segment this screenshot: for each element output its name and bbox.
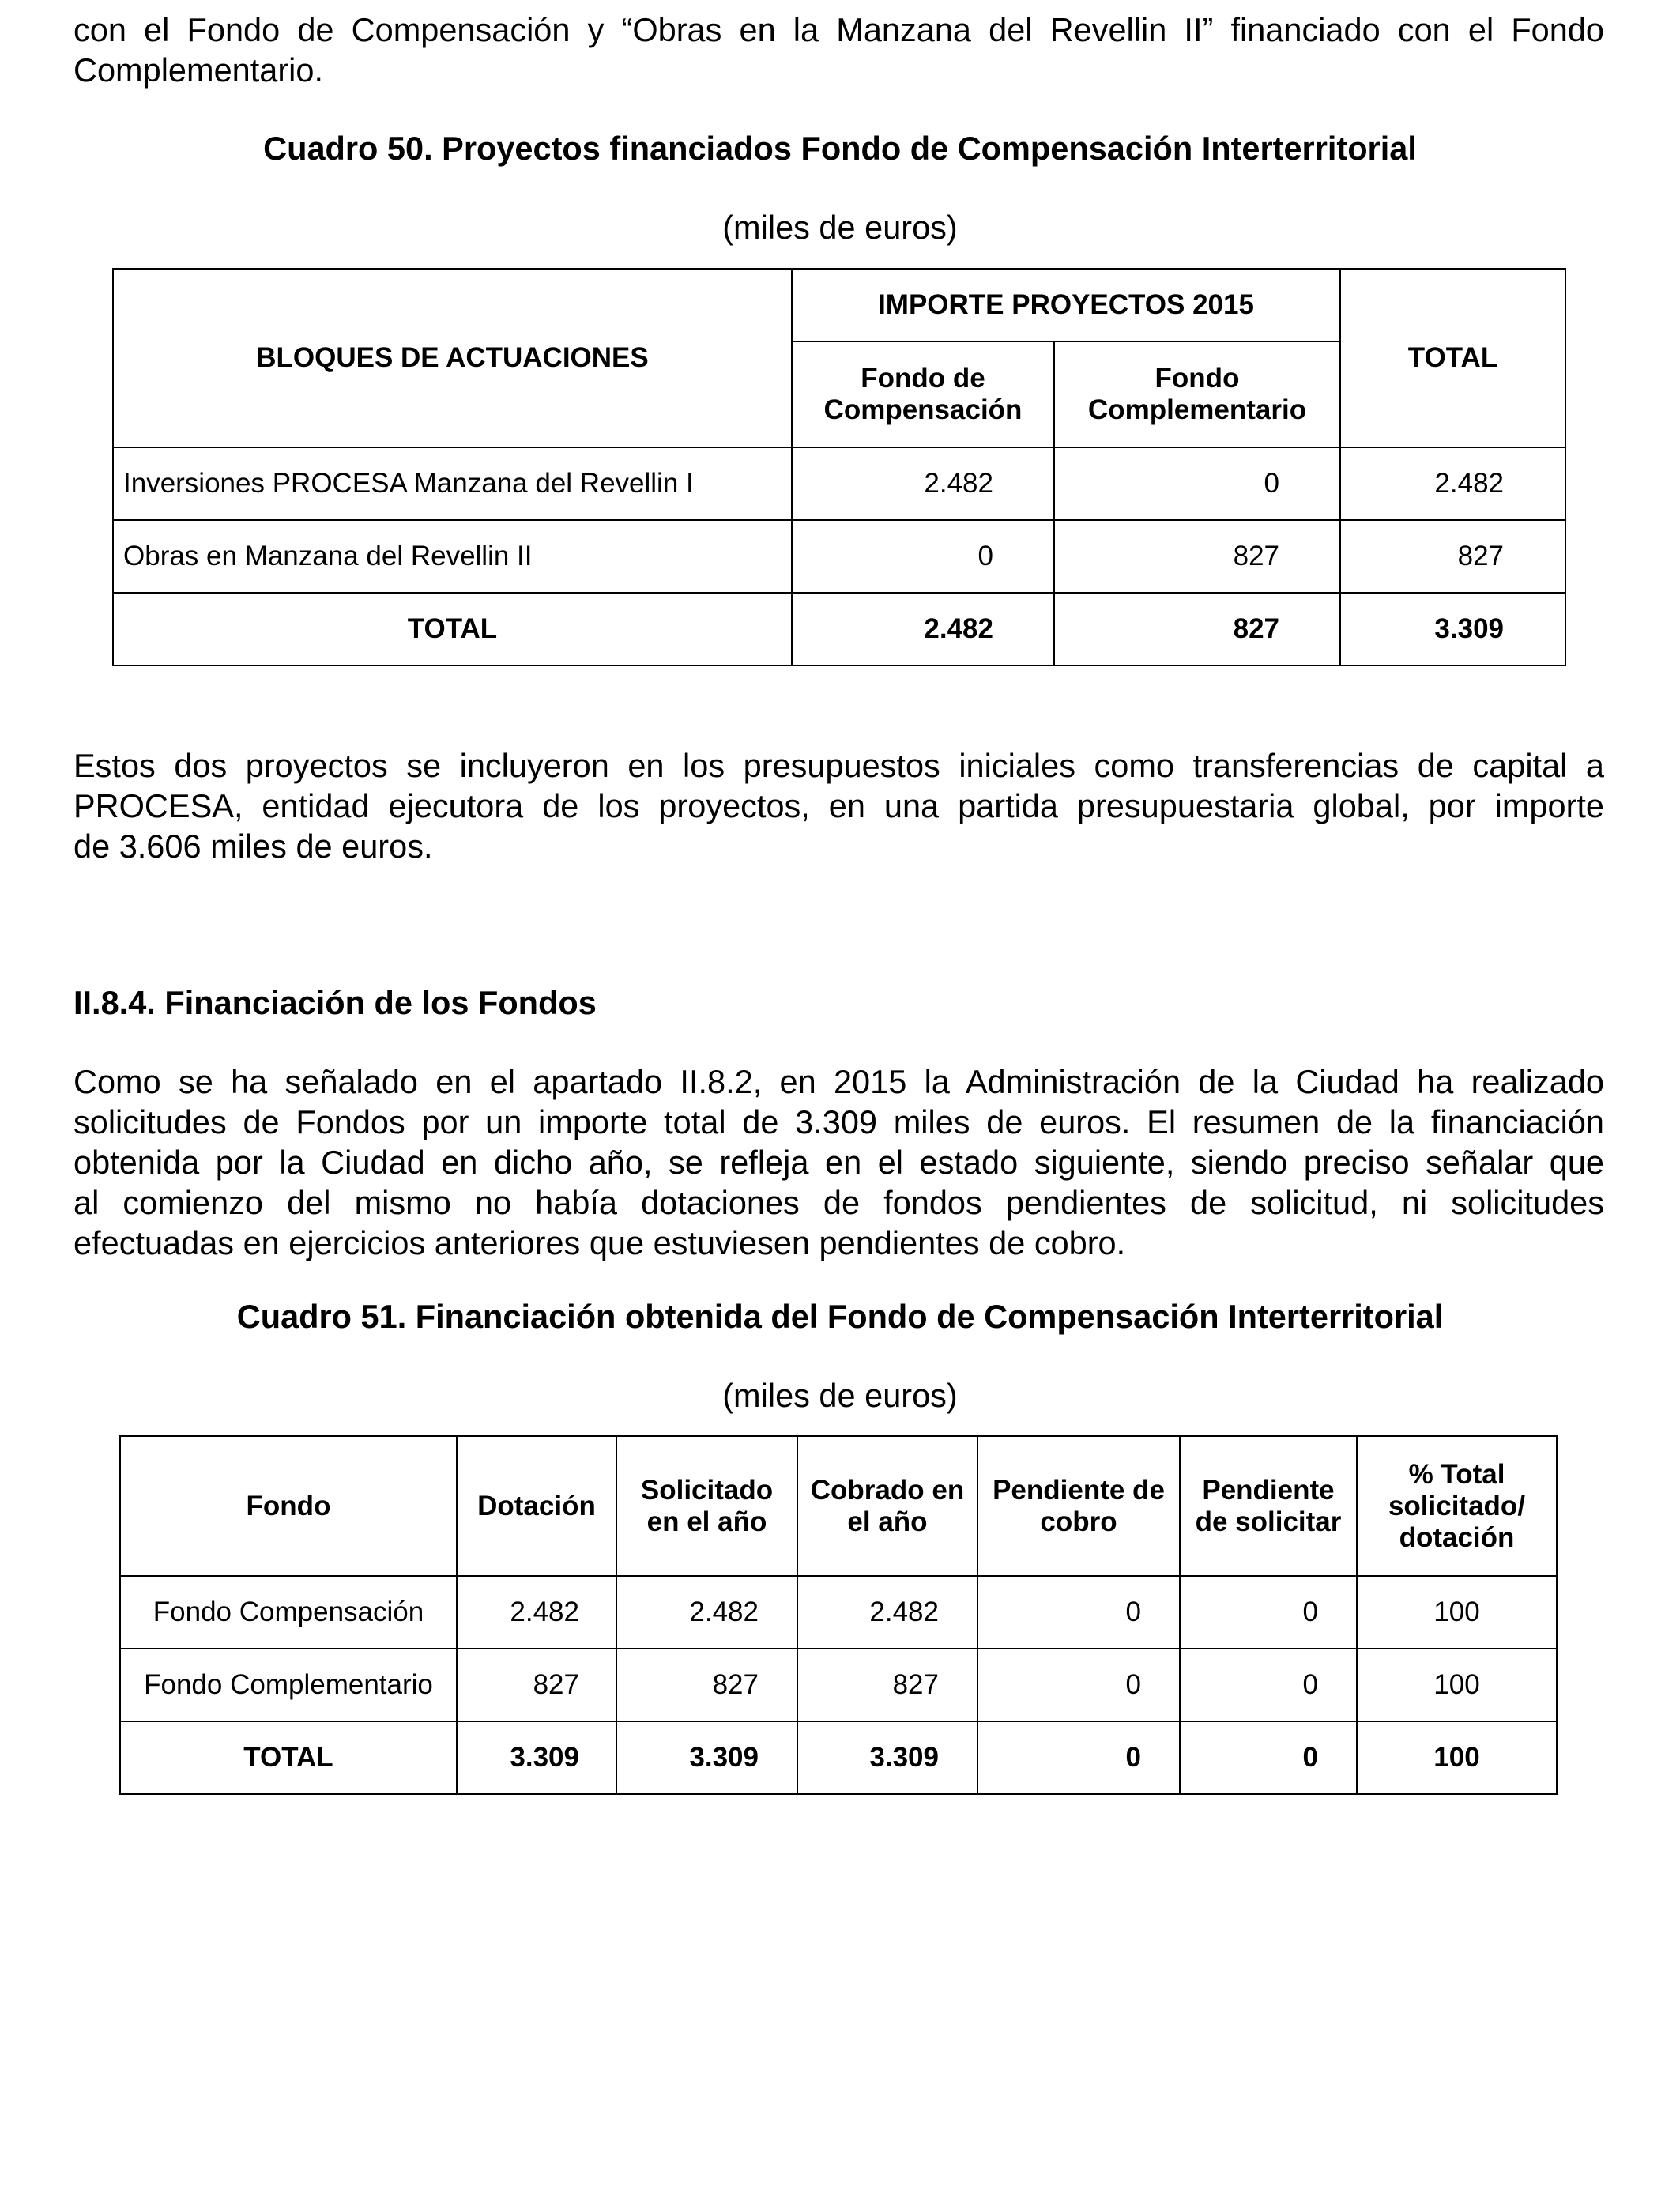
header-bloques: BLOQUES DE ACTUACIONES	[113, 269, 792, 447]
como-paragraph	[73, 1061, 1604, 1263]
header-pendiente-solicitar: Pendiente de solicitar	[1180, 1436, 1357, 1576]
cell-complementario: 827	[1054, 520, 1340, 593]
total-row	[120, 1721, 1557, 1794]
row-label: Inversiones PROCESA Manzana del Revellin I	[113, 447, 792, 520]
cuadro-50-table	[112, 268, 1566, 666]
cell-pendiente-cobro: 0	[977, 1649, 1180, 1721]
table-row	[113, 520, 1565, 593]
table-row	[120, 1576, 1557, 1649]
header-solicitado: Solicitado en el año	[616, 1436, 797, 1576]
cell-cobrado: 2.482	[797, 1576, 977, 1649]
cell-total: 2.482	[1340, 447, 1565, 520]
total-pendiente-solicitar: 0	[1180, 1721, 1357, 1794]
paragraph-line: solicitudes de Fondos por un importe total de 3.309 miles de euros. El resumen de la financiación	[73, 1103, 1604, 1140]
estos-paragraph	[73, 745, 1604, 866]
section-heading: II.8.4. Financiación de los Fondos	[73, 984, 597, 1021]
cell-cobrado: 827	[797, 1649, 977, 1721]
header-pendiente-cobro: Pendiente de cobro	[977, 1436, 1180, 1576]
paragraph-line: Complementario.	[73, 51, 323, 89]
paragraph-line: al comienzo del mismo no había dotaciones de fondos pendientes de solicitud, ni solicitudes	[73, 1184, 1604, 1221]
intro-continuation-paragraph	[73, 9, 1604, 90]
row-label: Obras en Manzana del Revellin II	[113, 520, 792, 593]
header-fondo-complementario: Fondo Complementario	[1054, 341, 1340, 447]
total-pct: 100	[1357, 1721, 1557, 1794]
paragraph-line: Como se ha señalado en el apartado II.8.2, en 2015 la Administración de la Ciudad ha realizado	[73, 1063, 1604, 1100]
total-dotacion: 3.309	[457, 1721, 616, 1794]
cell-compensacion: 2.482	[792, 447, 1054, 520]
total-pendiente-cobro: 0	[977, 1721, 1180, 1794]
cell-solicitado: 827	[616, 1649, 797, 1721]
table-row	[120, 1649, 1557, 1721]
cell-dotacion: 2.482	[457, 1576, 616, 1649]
row-fondo: Fondo Compensación	[120, 1576, 457, 1649]
total-solicitado: 3.309	[616, 1721, 797, 1794]
total-row	[113, 593, 1565, 665]
paragraph-line: de 3.606 miles de euros.	[73, 827, 433, 865]
cuadro-50-caption: Cuadro 50. Proyectos financiados Fondo de Compensación Interterritorial	[263, 130, 1417, 167]
cell-solicitado: 2.482	[616, 1576, 797, 1649]
cuadro-51-caption: Cuadro 51. Financiación obtenida del Fondo de Compensación Interterritorial	[236, 1298, 1444, 1335]
cuadro-50-units: (miles de euros)	[722, 209, 958, 246]
paragraph-line: PROCESA, entidad ejecutora de los proyectos, en una partida presupuestaria global, por importe	[73, 787, 1604, 824]
total-cobrado: 3.309	[797, 1721, 977, 1794]
row-fondo: Fondo Complementario	[120, 1649, 457, 1721]
total-total: 3.309	[1340, 593, 1565, 665]
total-complementario: 827	[1054, 593, 1340, 665]
cell-dotacion: 827	[457, 1649, 616, 1721]
header-pct: % Total solicitado/ dotación	[1357, 1436, 1557, 1576]
total-row-label: TOTAL	[120, 1721, 457, 1794]
total-row-label: TOTAL	[113, 593, 792, 665]
cell-pct: 100	[1357, 1576, 1557, 1649]
table-row	[113, 447, 1565, 520]
header-total: TOTAL	[1340, 269, 1565, 447]
header-fondo: Fondo	[120, 1436, 457, 1576]
cell-compensacion: 0	[792, 520, 1054, 593]
cell-pendiente-solicitar: 0	[1180, 1649, 1357, 1721]
header-dotacion: Dotación	[457, 1436, 616, 1576]
header-fondo-compensacion: Fondo de Compensación	[792, 341, 1054, 447]
cell-pendiente-cobro: 0	[977, 1576, 1180, 1649]
paragraph-line: obtenida por la Ciudad en dicho año, se refleja en el estado siguiente, siendo preciso señalar que	[73, 1144, 1604, 1181]
cell-complementario: 0	[1054, 447, 1340, 520]
cell-pendiente-solicitar: 0	[1180, 1576, 1357, 1649]
cuadro-51-units: (miles de euros)	[722, 1377, 958, 1414]
total-compensacion: 2.482	[792, 593, 1054, 665]
cell-total: 827	[1340, 520, 1565, 593]
header-cobrado: Cobrado en el año	[797, 1436, 977, 1576]
header-importe: IMPORTE PROYECTOS 2015	[792, 269, 1340, 341]
cell-pct: 100	[1357, 1649, 1557, 1721]
paragraph-line: efectuadas en ejercicios anteriores que estuviesen pendientes de cobro.	[73, 1224, 1126, 1261]
paragraph-line: Estos dos proyectos se incluyeron en los presupuestos iniciales como transferencias de capital a	[73, 747, 1604, 784]
paragraph-line: con el Fondo de Compensación y “Obras en la Manzana del Revellin II” financiado con el Fondo	[73, 11, 1604, 48]
cuadro-51-table	[119, 1435, 1558, 1795]
